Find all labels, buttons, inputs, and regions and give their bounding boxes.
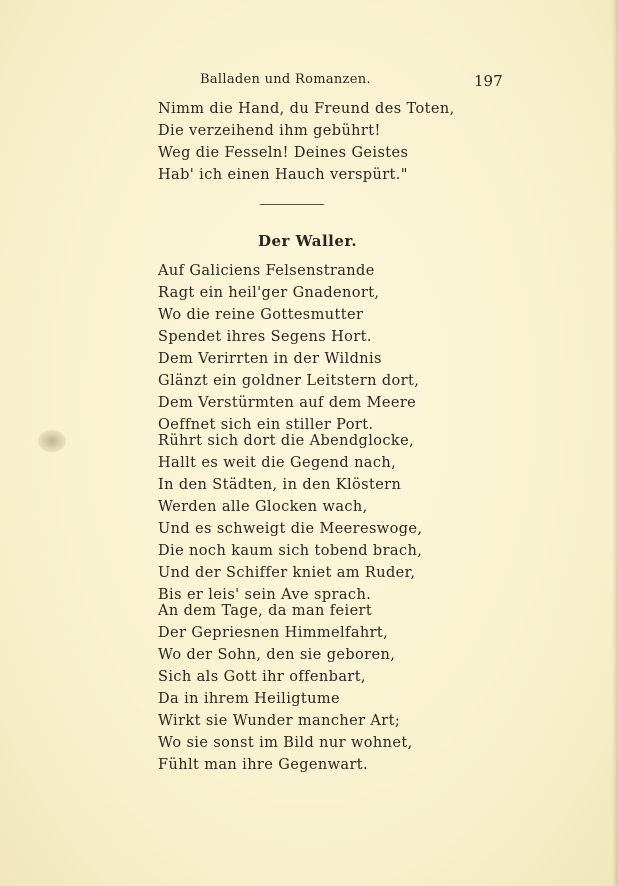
verse-line: Da in ihrem Heiligtume [158,691,341,707]
verse-line: Der Gepriesnen Himmelfahrt, [158,625,389,641]
verse-line: Und der Schiffer kniet am Ruder, [158,565,416,581]
verse-line: Fühlt man ihre Gegenwart. [158,757,369,773]
verse-line: Die verzeihend ihm gebührt! [158,123,381,139]
verse-line: Sich als Gott ihr offenbart, [158,669,366,685]
stanza-2 [158,430,422,606]
verse-line: Wirkt sie Wunder mancher Art; [158,713,401,729]
verse-line: Wo sie sonst im Bild nur wohnet, [158,735,413,751]
paper-stain [38,430,66,452]
verse-line: In den Städten, in den Klöstern [158,477,402,493]
verse-line: Glänzt ein goldner Leitstern dort, [158,373,420,389]
verse-line: Die noch kaum sich tobend brach, [158,543,423,559]
verse-line: Nimm die Hand, du Freund des Toten, [158,101,455,117]
page-edge-shadow [612,0,618,886]
verse-line: Rührt sich dort die Abendglocke, [158,433,415,449]
page-header [0,72,618,92]
verse-line: An dem Tage, da man feiert [158,603,373,619]
verse-line: Hab' ich einen Hauch verspürt." [158,167,408,183]
verse-line: Ragt ein heil'ger Gnadenort, [158,285,380,301]
verse-line: Auf Galiciens Felsenstrande [158,263,375,279]
verse-line: Und es schweigt die Meereswoge, [158,521,423,537]
verse-line: Weg die Fesseln! Deines Geistes [158,145,409,161]
poem-title: Der Waller. [258,232,358,250]
section-divider [260,204,324,205]
verse-line: Dem Verstürmten auf dem Meere [158,395,417,411]
verse-line: Wo die reine Gottesmutter [158,307,364,323]
stanza-3 [158,600,413,776]
verse-line: Dem Verirrten in der Wildnis [158,351,382,367]
page-number: 197 [474,72,503,90]
verse-line: Hallt es weit die Gegend nach, [158,455,397,471]
verse-line: Werden alle Glocken wach, [158,499,368,515]
stanza-1 [158,260,419,436]
verse-line: Oeffnet sich ein stiller Port. [158,417,374,433]
running-head: Balladen und Romanzen. [200,72,371,87]
verse-line: Bis er leis' sein Ave sprach. [158,587,372,603]
stanza-continued [158,98,455,186]
verse-line: Spendet ihres Segens Hort. [158,329,372,345]
verse-line: Wo der Sohn, den sie geboren, [158,647,396,663]
